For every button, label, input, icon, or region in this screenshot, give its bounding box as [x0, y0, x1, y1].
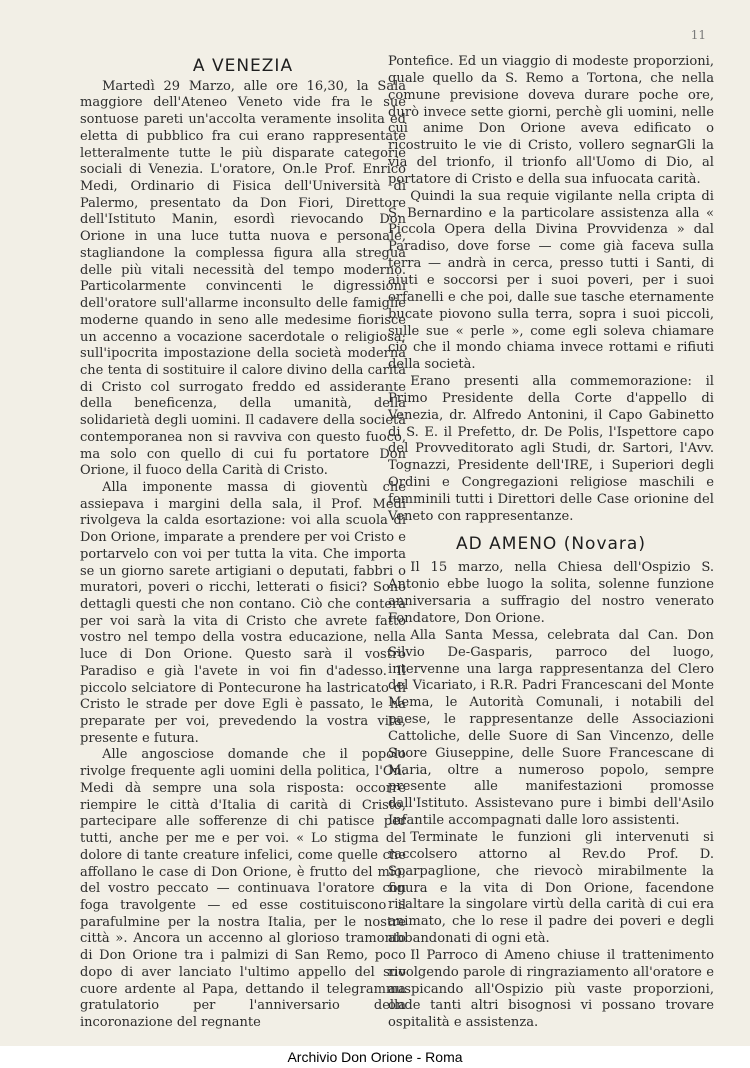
ameno-paragraph-2: Alla Santa Messa, celebrata dal Can. Don Silvio De-Gasparis, parroco del luogo, intervenne una larga rappresentanza del Clero del Vicariato, i R.R. Padri Francescani del Monte Mema, le Autorità Comunali, i notabili del paese, le rappresentanze delle Associazioni Cattoliche, delle Suore di San Vincenzo, delle Suore Giuseppine, delle Suore Francescane di Maria, oltre a numeroso popolo, sempre presente alle manifestazioni promosse dall'Istituto. Assistevano pure i bimbi dell'Asilo Infantile accompagnati dalle loro assistenti.	[388, 627, 714, 829]
venezia-paragraph-2: Alla imponente massa di gioventù che assiepava i margini della sala, il Prof. Medi rivolgeva la calda esortazione: voi alla scuola di Don Orione, imparate a prendere per voi Cristo e portarvelo con voi per tutta la vita. Che importa se un giorno sarete artigiani o deputati, fabbri o muratori, poveri o ricchi, letterati o fisici? Sono dettagli questi che non contano. Ciò che conterà per voi sarà la vita di Cristo che avrete fatto vostro nel tempo della vostra educazione, nella luce di Don Orione. Questo sarà il vostro Paradiso e già l'avete in voi fin d'adesso. Il piccolo selciatore di Pontecurone ha lastricato di Cristo le strade per dove Egli è passato, le ha preparate per voi, prevedendo la vostra vita, presente e futura.	[80, 479, 406, 746]
heading-ad-ameno: AD AMENO (Novara)	[456, 533, 646, 554]
ameno-paragraph-1: Il 15 marzo, nella Chiesa dell'Ospizio S. Antonio ebbe luogo la solita, solenne funzione anniversaria a suffragio del nostro venerato Fondatore, Don Orione.	[388, 560, 714, 626]
venezia-continued-paragraph-1: Pontefice. Ed un viaggio di modeste proporzioni, quale quello da S. Remo a Tortona, che nella comune previsione doveva durare poche ore, durò invece sette giorni, perchè gli uomini, nelle cui anime Don Orione aveva edificato o ricostruito le vie di Cristo, vollero segnarGli la via del trionfo, il trionfo all'Uomo di Dio, al portatore di Cristo e della sua infuocata carità.	[388, 54, 714, 187]
venezia-paragraph-1: Martedì 29 Marzo, alle ore 16,30, la Sala maggiore dell'Ateneo Veneto vide fra le sue sontuose pareti un'accolta veramente insolita ed eletta di pubblico fra cui erano rappresentate letteralmente tutte le più disparate categorie sociali di Venezia. L'oratore, On.le Prof. Enrico Medi, Ordinario di Fisica dell'Università di Palermo, presentato da Don Fiori, Direttore dell'Istituto Manin, esordì rievocando Don Orione in una luce tutta nuova e personale, stagliandone la complessa figura alla stregua delle più vitali necessità del tempo moderno. Particolarmente convincenti le digressioni dell'oratore sull'allarme inconsulto delle famiglie moderne quando in seno alle medesime fiorisce un accenno a vocazione sacerdotale o religiosa; sull'ipocrita impostazione della società moderna che tenta di sostituire il calore divino della carità di Cristo col surrogato freddo ed assiderante della beneficenza, della umanità, della solidarietà degli uomini. Il cadavere della società contemporanea non si ravviva con questo fuoco, ma solo con quello di cui fu portatore Don Orione, il fuoco della Carità di Cristo.	[80, 78, 406, 479]
ameno-paragraph-4: Il Parroco di Ameno chiuse il trattenimento rivolgendo parole di ringraziamento all'oratore e auspicando all'Ospizio più vaste proporzioni, onde tanti altri bisognosi vi possano trovare ospitalità e assistenza.	[388, 947, 714, 1031]
heading-a-venezia: A VENEZIA	[192, 56, 294, 76]
page-number: 11	[690, 28, 706, 42]
left-column	[80, 54, 406, 1032]
archive-footer: Archivio Don Orione - Roma	[0, 1046, 750, 1068]
venezia-paragraph-3: Alle angosciose domande che il popolo rivolge frequente agli uomini della politica, l'On. Medi dà sempre una sola risposta: occorre riempire le città d'Italia di carità di Cristo, partecipare alle sofferenze di chi patisce per tutti, anche per me e per voi. « Lo stigma del dolore di tante creature infelici, come quelle che affollano le case di Don Orione, è frutto del mio, del vostro peccato — continuava l'oratore con foga travolgente — ed esse costituiscono il parafulmine per la nostra Italia, per le nostre città ». Ancora un accenno al glorioso tramonto di Don Orione tra i palmizi di San Remo, poco dopo di aver lanciato l'ultimo appello del suo cuore ardente al Papa, dettando il telegramma gratulatorio per l'anniversario della incoronazione del regnante	[80, 747, 406, 1030]
venezia-continued-paragraph-2: Quindi la sua requie vigilante nella cripta di S. Bernardino e la particolare assistenza alla « Piccola Opera della Divina Provvidenza » dal Paradiso, dove forse — come già faceva sulla terra — andrà in cerca, presso tutti i Santi, di aiuti e soccorsi per i suoi poveri, per i suoi orfanelli e che poi, dalle sue tasche eternamente bucate piovono sulla terra, sopra i suoi piccoli, sulle sue « perle », come egli soleva chiamare ciò che il mondo chiama invece rottami e rifiuti della società.	[388, 188, 714, 373]
right-column	[388, 54, 714, 1032]
ameno-paragraph-3: Terminate le funzioni gli intervenuti si raccolsero attorno al Rev.do Prof. D. Sparpaglione, che rievocò mirabilmente la figura e la vita di Don Orione, facendone risaltare la singolare virtù della carità di cui era animato, che lo rese il padre dei poveri e degli abbandonati di ogni età.	[388, 829, 714, 947]
venezia-continued-paragraph-3: Erano presenti alla commemorazione: il Primo Presidente della Corte d'appello di Venezia, dr. Alfredo Antonini, il Capo Gabinetto di S. E. il Prefetto, dr. De Polis, l'Ispettore capo del Provveditorato agli Studi, dr. Sartori, l'Avv. Tognazzi, Presidente dell'IRE, i Superiori degli Ordini e Congregazioni religiose maschili e femminili tutti i Direttori delle Case orionine del Veneto con rappresentanze.	[388, 374, 714, 524]
